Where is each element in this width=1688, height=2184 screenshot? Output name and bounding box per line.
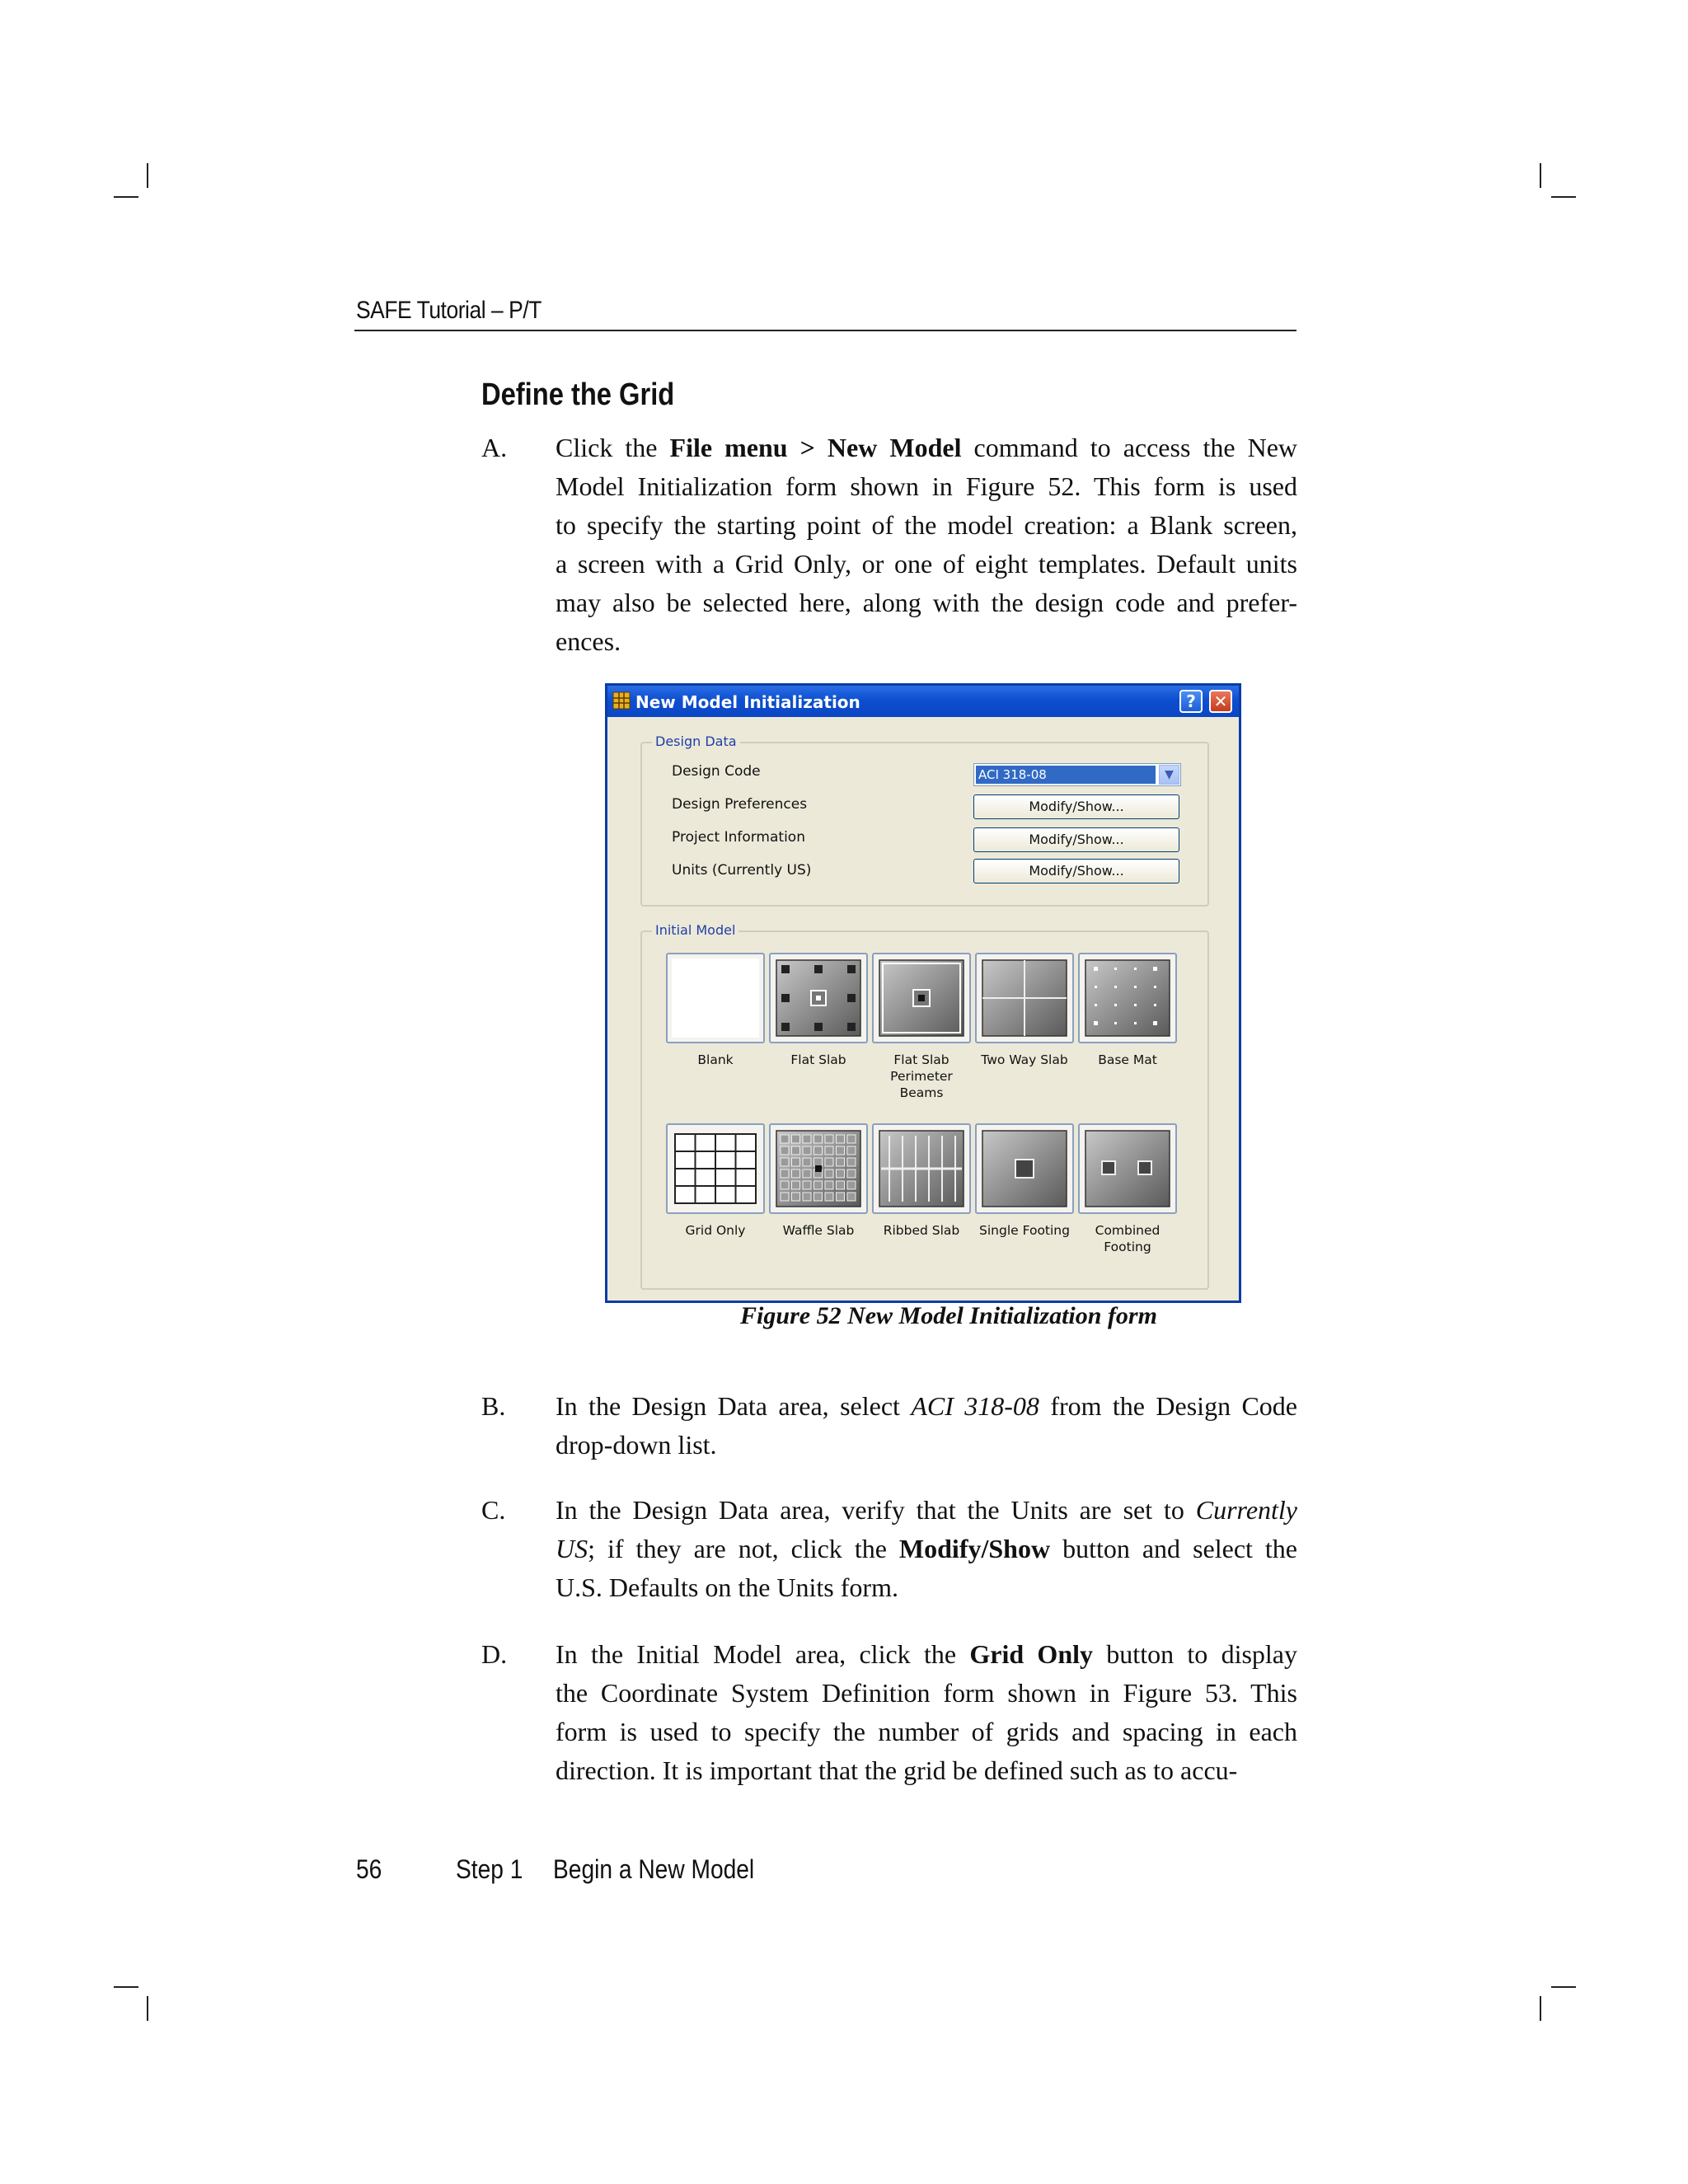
text-line xyxy=(556,1491,1297,1530)
text-run: a screen with a Grid Only, or one of eight templates. Default units xyxy=(556,549,1297,579)
text-line xyxy=(556,1530,1297,1568)
design-code-label: Design Code xyxy=(672,763,761,780)
new-model-initialization-dialog xyxy=(605,683,1241,1303)
text-line xyxy=(556,622,1297,661)
running-header: SAFE Tutorial – P/T xyxy=(356,297,542,324)
text-run: In the Initial Model area, click the xyxy=(556,1639,970,1669)
section-heading: Define the Grid xyxy=(481,377,675,412)
text-run: ; if they are not, click the xyxy=(588,1534,899,1563)
tile-label-line: Footing xyxy=(1104,1240,1151,1254)
flat-slab-label xyxy=(763,1052,874,1068)
tile-label-line: Base Mat xyxy=(1098,1052,1157,1067)
flat-slab-icon xyxy=(775,958,862,1038)
two-way-slab-icon xyxy=(981,958,1068,1038)
waffle-slab-icon xyxy=(775,1129,862,1208)
step-text xyxy=(556,1635,1297,1790)
step-text xyxy=(556,1491,1297,1607)
single-footing-button[interactable] xyxy=(975,1123,1074,1214)
bold-text: Grid Only xyxy=(969,1639,1093,1669)
design-data-group xyxy=(640,733,1209,907)
grid-only-label xyxy=(660,1222,771,1239)
text-line xyxy=(556,1751,1297,1790)
text-run: In the Design Data area, verify that the Units are set to xyxy=(556,1495,1196,1525)
blank-icon xyxy=(672,958,759,1038)
tile-label-line: Ribbed Slab xyxy=(883,1223,960,1238)
flat-slab-perimeter-beams-icon xyxy=(878,958,965,1038)
ribbed-slab-icon xyxy=(878,1129,965,1208)
text-run: button and select the xyxy=(1050,1534,1298,1563)
units-modify-button[interactable]: Modify/Show... xyxy=(973,859,1179,883)
design-code-dropdown[interactable] xyxy=(973,763,1181,786)
base-mat-label xyxy=(1072,1052,1183,1068)
crop-mark xyxy=(1551,1986,1576,1988)
text-line xyxy=(556,545,1297,583)
close-button[interactable]: ✕ xyxy=(1209,690,1232,713)
crop-mark xyxy=(114,196,138,198)
app-grid-icon xyxy=(612,691,631,710)
text-run: from the Design Code xyxy=(1039,1391,1298,1421)
blank-label xyxy=(660,1052,771,1068)
help-button[interactable]: ? xyxy=(1179,690,1203,713)
italic-text: US xyxy=(556,1534,588,1563)
crop-mark xyxy=(1540,163,1541,188)
text-line xyxy=(556,506,1297,545)
text-run: button to display xyxy=(1093,1639,1297,1669)
two-way-slab-button[interactable] xyxy=(975,953,1074,1043)
project-information-label: Project Information xyxy=(672,829,805,846)
grid-only-icon xyxy=(672,1129,759,1208)
design-preferences-label: Design Preferences xyxy=(672,796,808,813)
combined-footing-icon xyxy=(1084,1129,1171,1208)
text-line xyxy=(556,467,1297,506)
text-line xyxy=(556,429,1297,467)
design-preferences-modify-button[interactable]: Modify/Show... xyxy=(973,794,1179,819)
tile-label-line: Flat Slab xyxy=(790,1052,846,1067)
design-data-legend: Design Data xyxy=(652,733,740,749)
header-rule xyxy=(354,330,1296,331)
text-run: In the Design Data area, select xyxy=(556,1391,912,1421)
footer-step: Step 1 xyxy=(456,1854,523,1884)
step-letter: D. xyxy=(481,1639,508,1669)
text-run: may also be selected here, along with the design code and prefer- xyxy=(556,588,1297,617)
tile-label-line: Combined xyxy=(1095,1223,1160,1238)
italic-text: ACI 318-08 xyxy=(911,1391,1039,1421)
dialog-title: New Model Initialization xyxy=(635,692,860,712)
crop-mark xyxy=(114,1986,138,1988)
single-footing-label xyxy=(969,1222,1080,1239)
text-run: ences. xyxy=(556,626,621,656)
base-mat-button[interactable] xyxy=(1078,953,1177,1043)
initial-model-legend: Initial Model xyxy=(652,922,738,938)
italic-text: Currently xyxy=(1195,1495,1297,1525)
text-line xyxy=(556,1713,1297,1751)
flat-slab-perimeter-beams-button[interactable] xyxy=(872,953,971,1043)
text-run: form is used to specify the number of grids and spacing in each xyxy=(556,1717,1297,1746)
step-letter: B. xyxy=(481,1391,506,1421)
ribbed-slab-label xyxy=(866,1222,977,1239)
ribbed-slab-button[interactable] xyxy=(872,1123,971,1214)
waffle-slab-label xyxy=(763,1222,874,1239)
base-mat-icon xyxy=(1084,958,1171,1038)
text-run: to specify the starting point of the model creation: a Blank screen, xyxy=(556,510,1297,540)
dialog-titlebar[interactable] xyxy=(607,686,1239,717)
bold-text: File menu > New Model xyxy=(669,433,962,462)
combined-footing-button[interactable] xyxy=(1078,1123,1177,1214)
text-line xyxy=(556,1387,1297,1426)
initial-model-group xyxy=(640,922,1209,1290)
text-line xyxy=(556,1635,1297,1674)
text-run: the Coordinate System Definition form shown in Figure 53. This xyxy=(556,1678,1297,1708)
tile-label-line: Two Way Slab xyxy=(981,1052,1068,1067)
text-line xyxy=(556,1674,1297,1713)
text-run: Click the xyxy=(556,433,670,462)
page-number: 56 xyxy=(356,1854,382,1884)
tile-label-line: Perimeter xyxy=(890,1069,953,1084)
step-letter: C. xyxy=(481,1495,506,1525)
grid-only-button[interactable] xyxy=(666,1123,765,1214)
single-footing-icon xyxy=(981,1129,1068,1208)
text-run: U.S. Defaults on the Units form. xyxy=(556,1572,898,1602)
tile-label-line: Blank xyxy=(697,1052,734,1067)
crop-mark xyxy=(147,1996,148,2021)
footer-title: Begin a New Model xyxy=(553,1854,755,1884)
bold-text: Modify/Show xyxy=(898,1534,1051,1563)
blank-button[interactable] xyxy=(666,953,765,1043)
combined-footing-label xyxy=(1072,1222,1183,1255)
text-line xyxy=(556,1426,1297,1465)
text-line xyxy=(556,1568,1297,1607)
waffle-slab-button[interactable] xyxy=(769,1123,868,1214)
step-text xyxy=(556,1387,1297,1465)
crop-mark xyxy=(1540,1996,1541,2021)
tile-label-line: Waffle Slab xyxy=(782,1223,855,1238)
text-run: Model Initialization form shown in Figure 52. This form is used xyxy=(556,471,1297,501)
units-label: Units (Currently US) xyxy=(672,862,812,879)
step-letter: A. xyxy=(481,433,508,462)
design-code-value: ACI 318-08 xyxy=(976,766,1156,784)
tile-label-line: Single Footing xyxy=(979,1223,1070,1238)
chevron-down-icon[interactable]: ▼ xyxy=(1159,765,1179,785)
tile-label-line: Flat Slab xyxy=(893,1052,950,1067)
tile-label-line: Grid Only xyxy=(685,1223,746,1238)
text-run: direction. It is important that the grid be defined such as to accu- xyxy=(556,1755,1238,1785)
figure-caption: Figure 52 New Model Initialization form xyxy=(740,1302,1157,1329)
crop-mark xyxy=(1551,196,1576,198)
text-run: drop-down list. xyxy=(556,1430,717,1460)
step-text xyxy=(556,429,1297,661)
two-way-slab-label xyxy=(969,1052,1080,1068)
text-run: command to access the New xyxy=(961,433,1298,462)
flat-slab-button[interactable] xyxy=(769,953,868,1043)
crop-mark xyxy=(147,163,148,188)
flat-slab-perimeter-beams-label xyxy=(866,1052,977,1101)
tile-label-line: Beams xyxy=(899,1085,944,1100)
project-information-modify-button[interactable]: Modify/Show... xyxy=(973,827,1179,852)
text-line xyxy=(556,583,1297,622)
